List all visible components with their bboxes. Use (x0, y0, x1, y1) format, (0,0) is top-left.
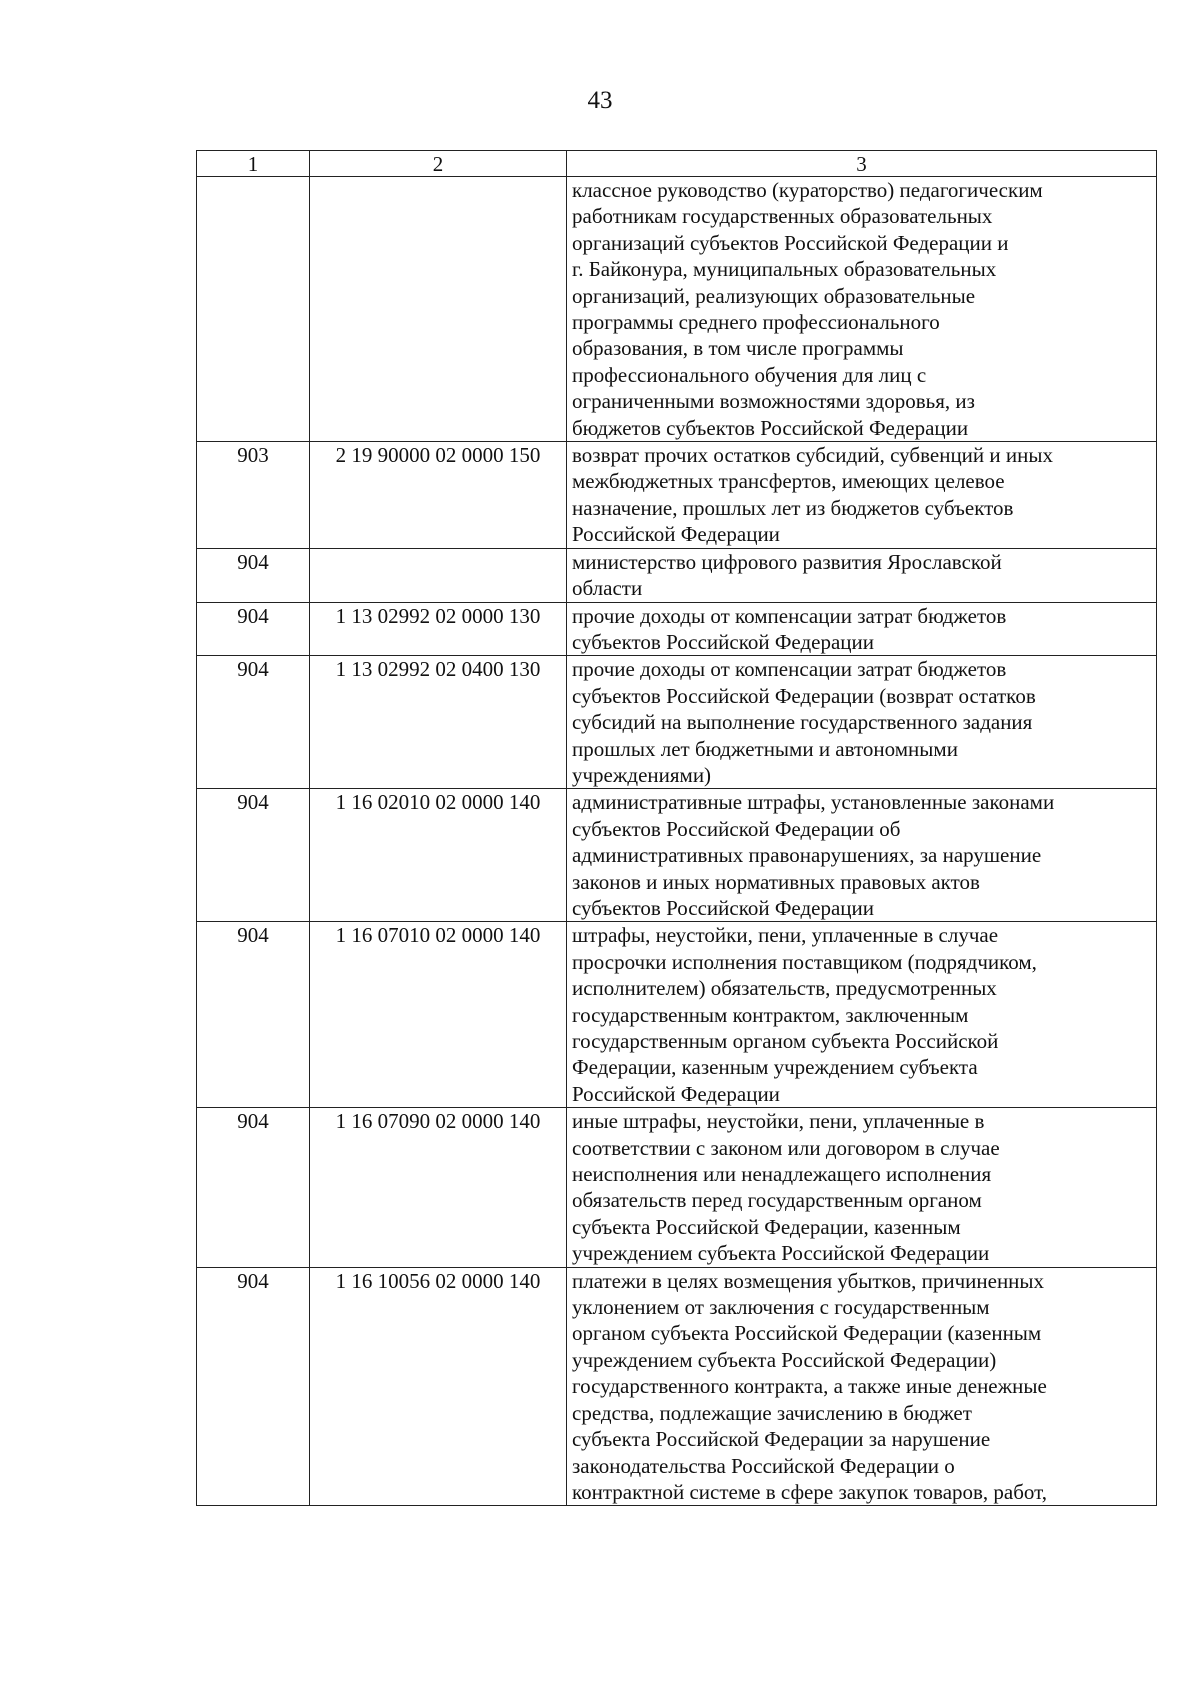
page-number: 43 (587, 87, 613, 114)
description-cell (567, 656, 1157, 789)
description-line: государственным органом субъекта Российской (572, 1029, 999, 1053)
description-line: штрафы, неустойки, пени, уплаченные в случае (572, 923, 999, 948)
column-number-2: 2 (310, 151, 567, 177)
description-line: организаций, реализующих образовательные (572, 283, 976, 308)
table-row (197, 656, 1157, 789)
description-line: субъектов Российской Федерации (возврат остатков (572, 683, 1036, 708)
description-line: иные штрафы, неустойки, пени, уплаченные в (572, 1109, 985, 1134)
description-cell (567, 602, 1157, 656)
income-code-cell: 1 16 07090 02 0000 140 (310, 1108, 567, 1267)
description-cell (567, 548, 1157, 602)
description-line: субсидий на выполнение государственного задания (572, 710, 1033, 735)
description-line: средства, подлежащие зачислению в бюджет (572, 1400, 972, 1425)
description-line: области (572, 576, 643, 601)
admin-code-cell (197, 177, 310, 442)
description-line: прочие доходы от компенсации затрат бюджетов (572, 603, 1007, 628)
description-line: межбюджетных трансфертов, имеющих целевое (572, 469, 1005, 494)
description-line: назначение, прошлых лет из бюджетов субъектов (572, 495, 1014, 520)
column-number-3: 3 (567, 151, 1157, 177)
admin-code-cell: 904 (197, 656, 310, 789)
description-cell (567, 177, 1157, 442)
description-cell (567, 789, 1157, 922)
table-row (197, 177, 1157, 442)
description-line: прочие доходы от компенсации затрат бюджетов (572, 657, 1007, 682)
income-code-cell: 1 16 02010 02 0000 140 (310, 789, 567, 922)
description-line: контрактной системе в сфере закупок товаров, работ, (572, 1479, 1048, 1504)
budget-income-table (196, 150, 1157, 1506)
description-line: законодательства Российской Федерации о (572, 1453, 955, 1478)
description-line: работникам государственных образовательных (572, 204, 993, 229)
description-line: органом субъекта Российской Федерации (казенным (572, 1321, 1042, 1346)
description-cell (567, 922, 1157, 1108)
description-line: соответствии с законом или договором в случае (572, 1135, 1000, 1160)
admin-code-cell: 903 (197, 442, 310, 549)
description-line: субъекта Российской Федерации за нарушение (572, 1427, 991, 1452)
admin-code-cell: 904 (197, 922, 310, 1108)
description-line: законов и иных нормативных правовых актов (572, 869, 980, 894)
description-line: государственного контракта, а также иные денежные (572, 1374, 1047, 1399)
column-number-row (197, 151, 1157, 177)
income-code-cell (310, 548, 567, 602)
table-row (197, 1108, 1157, 1267)
description-line: обязательств перед государственным органом (572, 1188, 982, 1213)
description-line: г. Байконура, муниципальных образовательных (572, 257, 997, 282)
table-body (197, 151, 1157, 1506)
description-line: Федерации, казенным учреждением субъекта (572, 1055, 978, 1080)
table-row (197, 602, 1157, 656)
column-number-1: 1 (197, 151, 310, 177)
description-line: бюджетов субъектов Российской Федерации (572, 415, 969, 440)
description-line: организаций субъектов Российской Федерации и (572, 230, 1009, 255)
description-line: государственным контрактом, заключенным (572, 1002, 969, 1027)
description-line: учреждением субъекта Российской Федерации (572, 1241, 990, 1266)
description-line: административных правонарушениях, за нарушение (572, 843, 1042, 868)
income-code-cell: 2 19 90000 02 0000 150 (310, 442, 567, 549)
description-line: субъектов Российской Федерации (572, 629, 875, 654)
table-row (197, 1267, 1157, 1506)
income-code-cell: 1 16 10056 02 0000 140 (310, 1267, 567, 1506)
description-cell (567, 442, 1157, 549)
income-code-cell: 1 13 02992 02 0400 130 (310, 656, 567, 789)
description-line: субъекта Российской Федерации, казенным (572, 1214, 961, 1239)
table-row (197, 922, 1157, 1108)
description-line: уклонением от заключения с государственным (572, 1295, 990, 1320)
description-line: неисполнения или ненадлежащего исполнения (572, 1162, 992, 1187)
description-line: Российской Федерации (572, 1081, 780, 1106)
admin-code-cell: 904 (197, 789, 310, 922)
description-line: министерство цифрового развития Ярославской (572, 549, 1002, 574)
description-line: платежи в целях возмещения убытков, причиненных (572, 1268, 1045, 1293)
description-line: Российской Федерации (572, 522, 780, 547)
description-line: административные штрафы, установленные законами (572, 790, 1055, 815)
description-line: исполнителем) обязательств, предусмотренных (572, 976, 997, 1001)
income-code-cell: 1 16 07010 02 0000 140 (310, 922, 567, 1108)
income-code-cell (310, 177, 567, 442)
description-line: ограниченными возможностями здоровья, из (572, 389, 975, 414)
description-line: субъектов Российской Федерации об (572, 816, 901, 841)
description-line: профессионального обучения для лиц с (572, 362, 927, 387)
description-line: просрочки исполнения поставщиком (подрядчиком, (572, 949, 1037, 974)
description-line: возврат прочих остатков субсидий, субвенций и иных (572, 443, 1053, 468)
description-line: прошлых лет бюджетными и автономными (572, 736, 958, 761)
admin-code-cell: 904 (197, 1267, 310, 1506)
income-code-cell: 1 13 02992 02 0000 130 (310, 602, 567, 656)
table-row (197, 442, 1157, 549)
description-line: классное руководство (кураторство) педагогическим (572, 178, 1043, 202)
table-row (197, 789, 1157, 922)
description-line: программы среднего профессионального (572, 310, 940, 335)
description-line: субъектов Российской Федерации (572, 895, 875, 920)
description-line: образования, в том числе программы (572, 336, 904, 361)
description-line: учреждениями) (572, 762, 712, 787)
table-row (197, 548, 1157, 602)
admin-code-cell: 904 (197, 548, 310, 602)
description-cell (567, 1108, 1157, 1267)
admin-code-cell: 904 (197, 602, 310, 656)
description-cell (567, 1267, 1157, 1506)
admin-code-cell: 904 (197, 1108, 310, 1267)
description-line: учреждением субъекта Российской Федерации) (572, 1347, 997, 1372)
